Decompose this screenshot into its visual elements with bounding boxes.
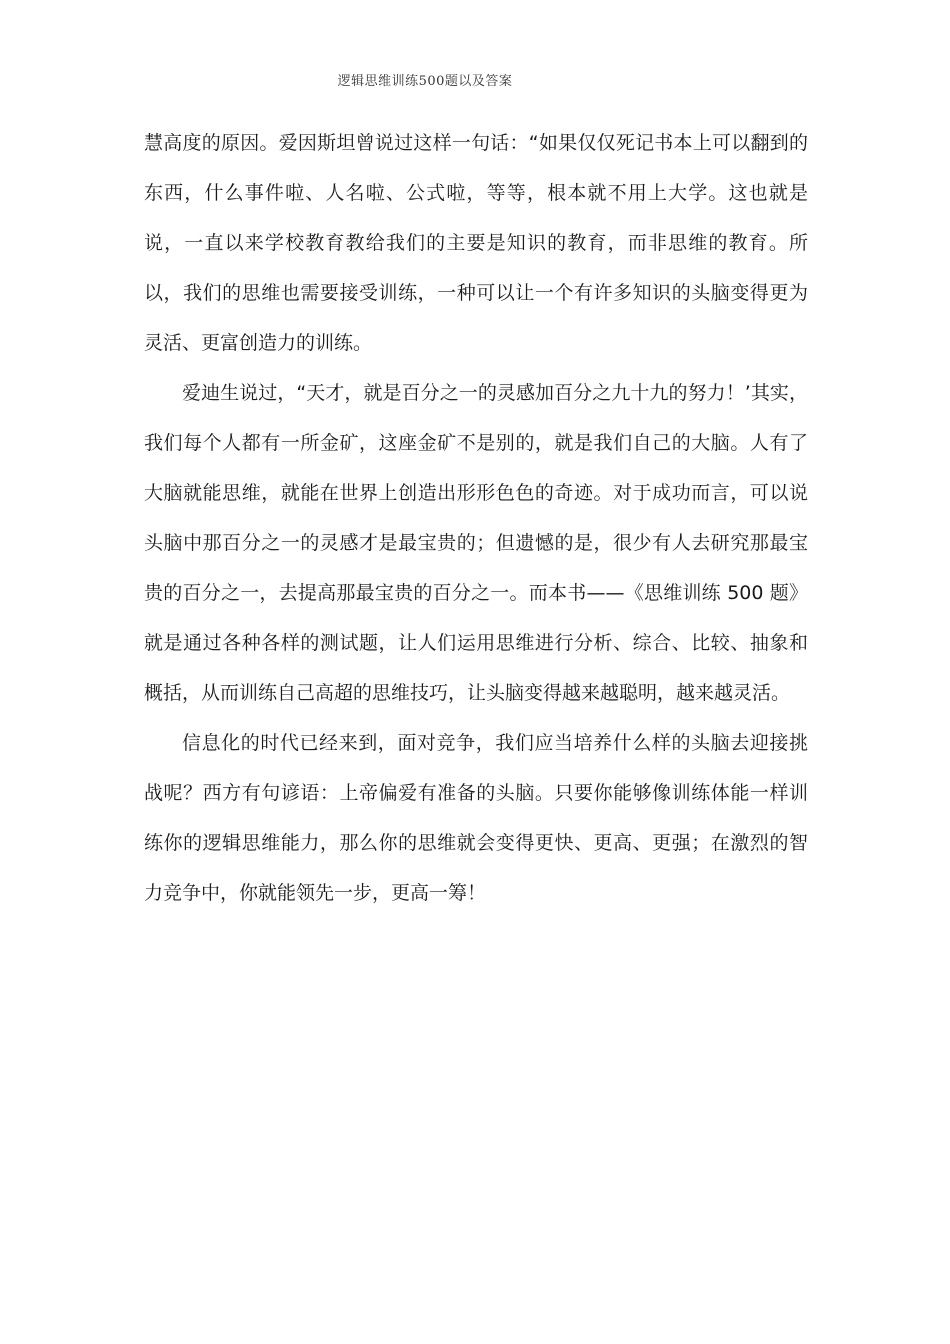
- running-header: 逻辑思维训练500题以及答案: [337, 74, 513, 89]
- body-text: [144, 118, 808, 918]
- paragraph-continued: 慧高度的原因。爱因斯坦曾说过这样一句话：“如果仅仅死记书本上可以翻到的东西，什么事件啦、人名啦、公式啦，等等，根本就不用上大学。这也就是说，一直以来学校教育教给我们的主要是知识的教育，而非思维的教育。所以，我们的思维也需要接受训练，一种可以让一个有许多知识的头脑变得更为灵活、更富创造力的训练。: [144, 132, 808, 354]
- paragraph-edison-quote: 爱迪生说过，“天才，就是百分之一的灵感加百分之九十九的努力！’其实，我们每个人都有一所金矿，这座金矿不是别的，就是我们自己的大脑。人有了大脑就能思维，就能在世界上创造出形形色色的奇迹。对于成功而言，可以说头脑中那百分之一的灵感才是最宝贵的；但遗憾的是，很少有人去研究那最宝贵的百分之一，去提高那最宝贵的百分之一。而本书——《思维训练 500 题》就是通过各种各样的测试题，让人们运用思维进行分析、综合、比较、抽象和概括，从而训练自己高超的思维技巧，让头脑变得越来越聪明，越来越灵活。: [144, 382, 808, 704]
- paragraph-information-age: 信息化的时代已经来到，面对竞争，我们应当培养什么样的头脑去迎接挑战呢？西方有句谚语：上帝偏爱有准备的头脑。只要你能够像训练体能一样训练你的逻辑思维能力，那么你的思维就会变得更快、更高、更强；在激烈的智力竞争中，你就能领先一步，更高一筹！: [144, 732, 808, 904]
